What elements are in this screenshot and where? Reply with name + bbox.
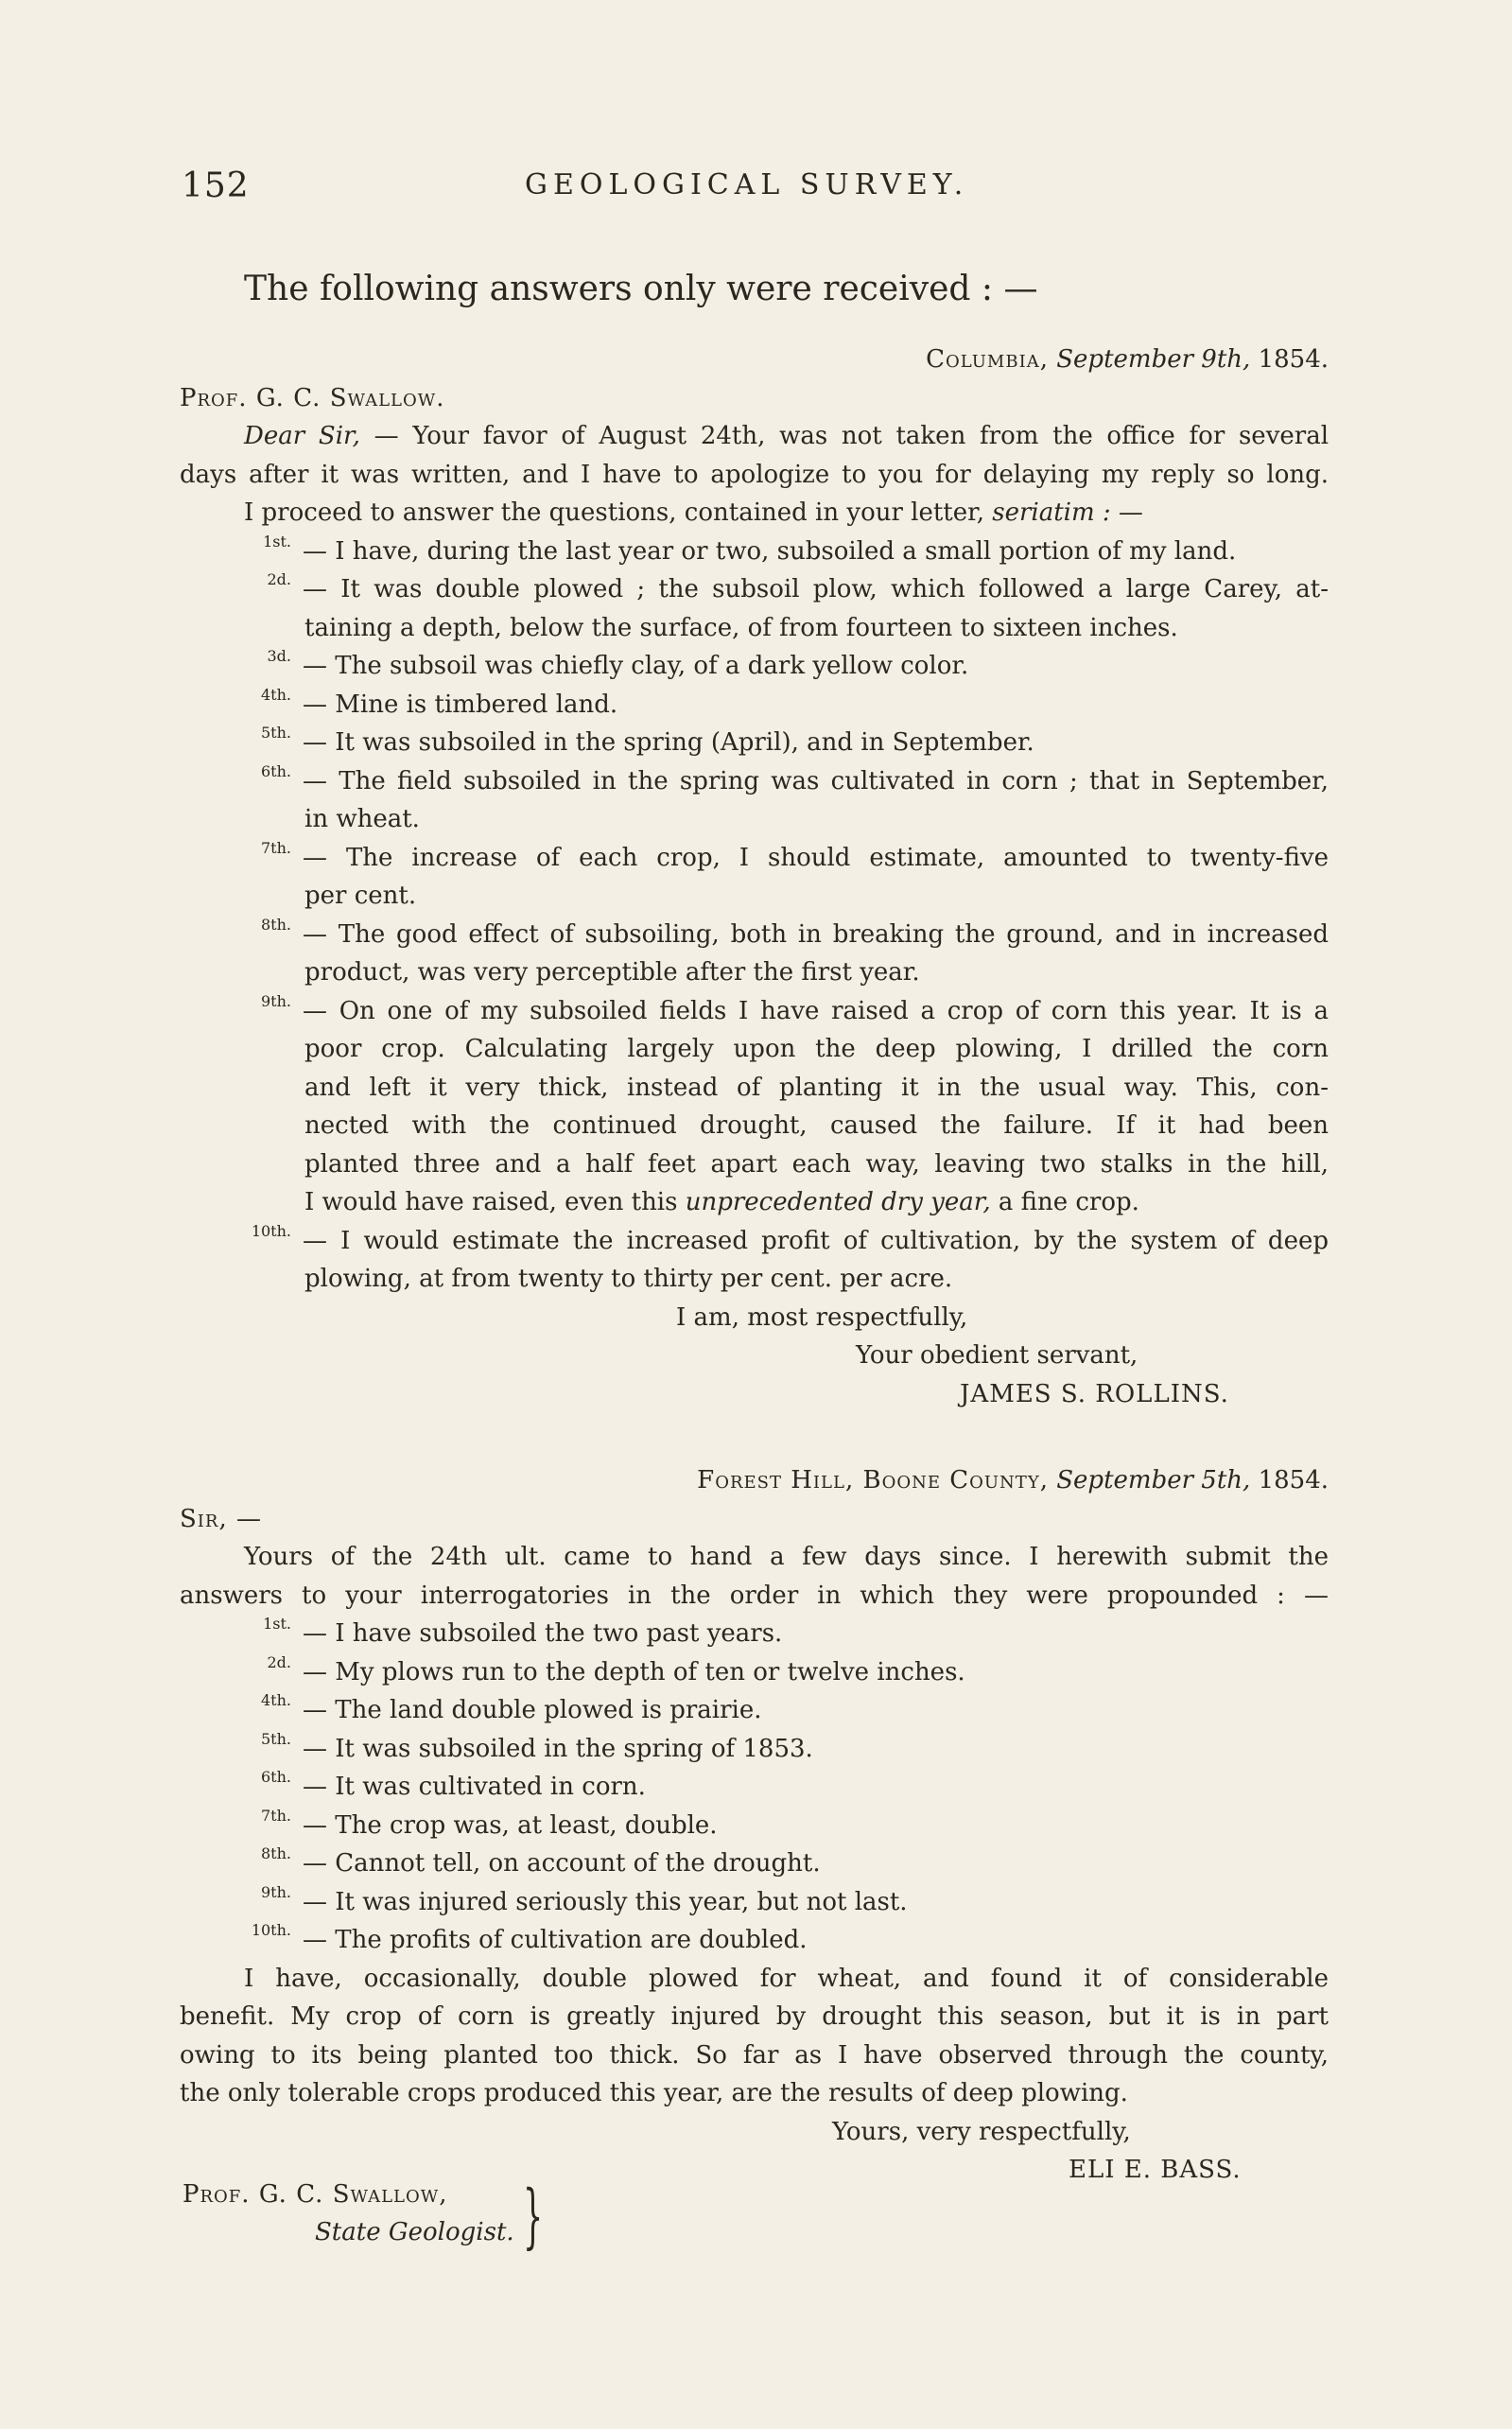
answer-list — [180, 1615, 1329, 1960]
answer-number: 1st. — [263, 532, 291, 550]
paragraph-line: Dear Sir, — Your favor of August 24th, was not taken from the office for several — [244, 422, 1330, 450]
paragraph-line: days after it was written, and I have to apologize to you for delaying my reply so long. — [180, 460, 1329, 489]
answer-item — [180, 1921, 1329, 1960]
answer-item — [180, 1615, 1329, 1653]
running-title: GEOLOGICAL SURVEY. — [525, 168, 969, 201]
page-number: 152 — [182, 166, 250, 205]
signature: ELI E. BASS. — [1069, 2156, 1242, 2184]
answer-continuation: I would have raised, even this unprecedented dry year, a fine crop. — [304, 1188, 1139, 1216]
answer-item — [180, 533, 1329, 571]
answer-number: 1st. — [263, 1615, 291, 1633]
paragraph-line: I proceed to answer the questions, contained in your letter, seriatim : — — [244, 498, 1143, 527]
answer-list — [180, 533, 1329, 1299]
answer-continuation: plowing, at from twenty to thirty per cent. per acre. — [304, 1265, 953, 1293]
answer-text: — The increase of each crop, I should estimate, amounted to twenty-five — [303, 843, 1329, 872]
answer-continuation: planted three and a half feet apart each way, leaving two stalks in the hill, — [304, 1149, 1329, 1179]
answer-item — [180, 1222, 1329, 1299]
intro-heading: The following answers only were received : — — [244, 270, 1038, 308]
answer-number: 8th. — [261, 915, 291, 934]
paragraph-line: owing to its being planted too thick. So far as I have observed through the county, — [180, 2040, 1329, 2070]
answer-text: — My plows run to the depth of ten or twelve inches. — [303, 1657, 965, 1686]
answer-item — [180, 839, 1329, 916]
answer-continuation: in wheat. — [304, 805, 420, 833]
answer-text: — Cannot tell, on account of the drought. — [303, 1849, 821, 1878]
paragraph-line: Yours of the 24th ult. came to hand a few days since. I herewith submit the — [244, 1543, 1329, 1571]
answer-item — [180, 916, 1329, 992]
closing-line: Your obedient servant, — [856, 1341, 1138, 1370]
answer-text: — The crop was, at least, double. — [303, 1810, 718, 1840]
answer-item — [180, 647, 1329, 686]
answer-number: 6th. — [261, 761, 291, 780]
answer-item — [180, 1807, 1329, 1845]
answer-text: — I would estimate the increased profit of cultivation, by the system of deep — [303, 1226, 1329, 1255]
answer-number: 9th. — [261, 991, 291, 1010]
answer-item — [180, 1730, 1329, 1769]
answer-text: — The field subsoiled in the spring was cultivated in corn ; that in September, — [303, 766, 1329, 795]
paragraph-line: the only tolerable crops produced this year, are the results of deep plowing. — [180, 2079, 1128, 2107]
answer-item — [180, 724, 1329, 762]
answer-number: 2d. — [267, 570, 291, 588]
answer-number: 5th. — [261, 1729, 291, 1748]
dateline: Columbia, September 9th, 1854. — [926, 345, 1329, 374]
salutation: Dear Sir, — [244, 422, 360, 450]
letter-bass — [180, 1461, 1329, 2190]
address-name: Prof. G. C. Swallow, — [182, 2180, 448, 2209]
answer-continuation: taining a depth, below the surface, of from fourteen to sixteen inches. — [304, 613, 1178, 642]
answer-text: — The good effect of subsoiling, both in breaking the ground, and in increased — [303, 919, 1329, 949]
answer-number: 5th. — [261, 724, 291, 742]
closing-line: Yours, very respectfully, — [832, 2117, 1131, 2146]
answer-continuation: nected with the continued drought, caused the failure. If it had been — [304, 1111, 1329, 1140]
answer-continuation: poor crop. Calculating largely upon the deep plowing, I drilled the corn — [304, 1035, 1329, 1063]
letter-rollins — [180, 341, 1329, 1413]
answer-text: — It was cultivated in corn. — [303, 1773, 646, 1801]
addressee: Prof. G. C. Swallow. — [180, 383, 445, 412]
salutation: Sir, — — [180, 1504, 263, 1533]
answer-number: 8th. — [261, 1844, 291, 1862]
answer-item — [180, 1883, 1329, 1922]
answer-number: 10th. — [251, 1221, 291, 1240]
signature: JAMES S. ROLLINS. — [960, 1379, 1229, 1408]
closing-line: I am, most respectfully, — [676, 1302, 968, 1332]
address-block — [182, 2176, 544, 2257]
answer-item — [180, 1653, 1329, 1692]
paragraph-line: benefit. My crop of corn is greatly injured by drought this season, but it is in part — [180, 2002, 1329, 2031]
answer-text: — I have subsoiled the two past years. — [303, 1619, 783, 1648]
address-title: State Geologist. — [315, 2218, 514, 2246]
answer-text: — It was subsoiled in the spring of 1853. — [303, 1734, 813, 1763]
answer-text: — It was injured seriously this year, but not last. — [303, 1887, 908, 1916]
answer-item — [180, 686, 1329, 725]
answer-item — [180, 762, 1329, 839]
answer-number: 4th. — [261, 685, 291, 704]
answer-text: — Mine is timbered land. — [303, 690, 618, 719]
answer-continuation: product, was very perceptible after the first year. — [304, 958, 920, 987]
answer-item — [180, 1844, 1329, 1883]
brace-glyph: } — [523, 2176, 544, 2257]
answer-text: — I have, during the last year or two, subsoiled a small portion of my land. — [303, 536, 1237, 566]
answer-number: 2d. — [267, 1652, 291, 1671]
answer-continuation: and left it very thick, instead of planting it in the usual way. This, con- — [304, 1073, 1329, 1102]
dateline: Forest Hill, Boone County, September 5th, 1854. — [697, 1466, 1329, 1494]
answer-text: — The land double plowed is prairie. — [303, 1696, 762, 1724]
answer-text: — The profits of cultivation are doubled. — [303, 1926, 808, 1954]
answer-text: — On one of my subsoiled fields I have raised a crop of corn this year. It is a — [303, 996, 1329, 1025]
answer-item — [180, 992, 1329, 1222]
answer-text: — It was double plowed ; the subsoil plow, which followed a large Carey, at- — [303, 575, 1329, 603]
answer-number: 10th. — [251, 1921, 291, 1939]
answer-continuation: per cent. — [304, 882, 417, 910]
answer-item — [180, 1768, 1329, 1807]
answer-number: 9th. — [261, 1882, 291, 1901]
answer-text: — It was subsoiled in the spring (April), and in September. — [303, 728, 1034, 757]
running-head — [0, 166, 1512, 214]
answer-item — [180, 570, 1329, 647]
paragraph-line: answers to your interrogatories in the order in which they were propounded : — — [180, 1581, 1329, 1610]
answer-number: 4th. — [261, 1691, 291, 1709]
answer-number: 7th. — [261, 1806, 291, 1825]
paragraph-line: I have, occasionally, double plowed for wheat, and found it of considerable — [244, 1964, 1329, 1993]
answer-item — [180, 1691, 1329, 1730]
answer-number: 6th. — [261, 1768, 291, 1786]
answer-number: 3d. — [267, 647, 291, 665]
answer-number: 7th. — [261, 838, 291, 857]
answer-text: — The subsoil was chiefly clay, of a dark yellow color. — [303, 652, 969, 680]
